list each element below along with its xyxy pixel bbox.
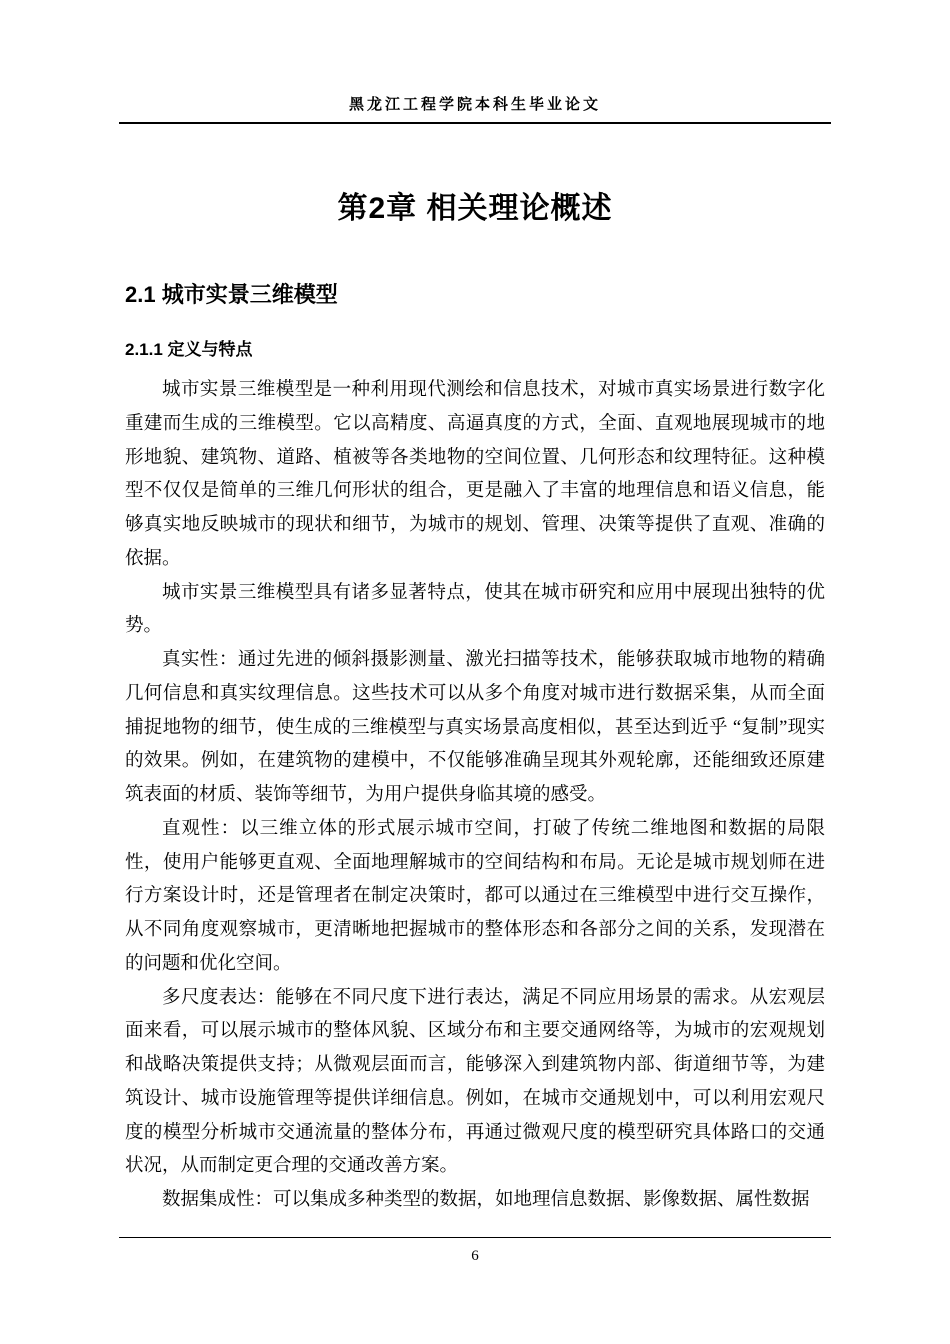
header-divider bbox=[119, 122, 831, 124]
header-title: 黑龙江工程学院本科生毕业论文 bbox=[348, 97, 601, 113]
paragraph-features-intro: 城市实景三维模型具有诸多显著特点，使其在城市研究和应用中展现出独特的优势。 bbox=[125, 582, 825, 637]
paragraph-authenticity: 真实性：通过先进的倾斜摄影测量、激光扫描等技术，能够获取城市地物的精确几何信息和真实纹理信息。这些技术可以从多个角度对城市进行数据采集，从而全面捕捉地物的细节，使生成的三维模型与真实场景高度相似，甚至达到近乎 “复制”现实的效果。例如，在建筑物的建模中，不仅能够准确呈现其外观轮廓，还能细致还原建筑表面的材质、装饰等细节，为用户提供身临其境的感受。 bbox=[125, 650, 825, 805]
page-body bbox=[119, 188, 831, 1218]
section-heading: 2.1 城市实景三维模型 bbox=[125, 282, 338, 307]
paragraph-definition: 城市实景三维模型是一种利用现代测绘和信息技术，对城市真实场景进行数字化重建而生成的三维模型。它以高精度、高逼真度的方式，全面、直观地展现城市的地形地貌、建筑物、道路、植被等各类地物的空间位置、几何形态和纹理特征。这种模型不仅仅是简单的三维几何形状的组合，更是融入了丰富的地理信息和语义信息，能够真实地反映城市的现状和细节，为城市的规划、管理、决策等提供了直观、准确的依据。 bbox=[125, 380, 825, 569]
page-footer bbox=[119, 1237, 831, 1344]
subsection-heading: 2.1.1 定义与特点 bbox=[125, 340, 253, 359]
paragraph-multiscale: 多尺度表达：能够在不同尺度下进行表达，满足不同应用场景的需求。从宏观层面来看，可以展示城市的整体风貌、区域分布和主要交通网络等，为城市的宏观规划和战略决策提供支持；从微观层面而言，能够深入到建筑物内部、街道细节等，为建筑设计、城市设施管理等提供详细信息。例如，在城市交通规划中，可以利用宏观尺度的模型分析城市交通流量的整体分布，再通过微观尺度的模型研究具体路口的交通状况，从而制定更合理的交通改善方案。 bbox=[125, 987, 825, 1177]
paragraph-data-integration: 数据集成性：可以集成多种类型的数据，如地理信息数据、影像数据、属性数据 bbox=[162, 1190, 810, 1210]
paragraph-intuitiveness: 直观性：以三维立体的形式展示城市空间，打破了传统二维地图和数据的局限性，使用户能够更直观、全面地理解城市的空间结构和布局。无论是城市规划师在进行方案设计时，还是管理者在制定决策时，都可以通过在三维模型中进行交互操作，从不同角度观察城市，更清晰地把握城市的整体形态和各部分之间的关系，发现潜在的问题和优化空间。 bbox=[125, 818, 825, 974]
page-header bbox=[119, 0, 831, 124]
page-number: 6 bbox=[471, 1248, 479, 1264]
chapter-title: 第2章 相关理论概述 bbox=[337, 192, 613, 225]
footer-divider bbox=[119, 1237, 831, 1238]
